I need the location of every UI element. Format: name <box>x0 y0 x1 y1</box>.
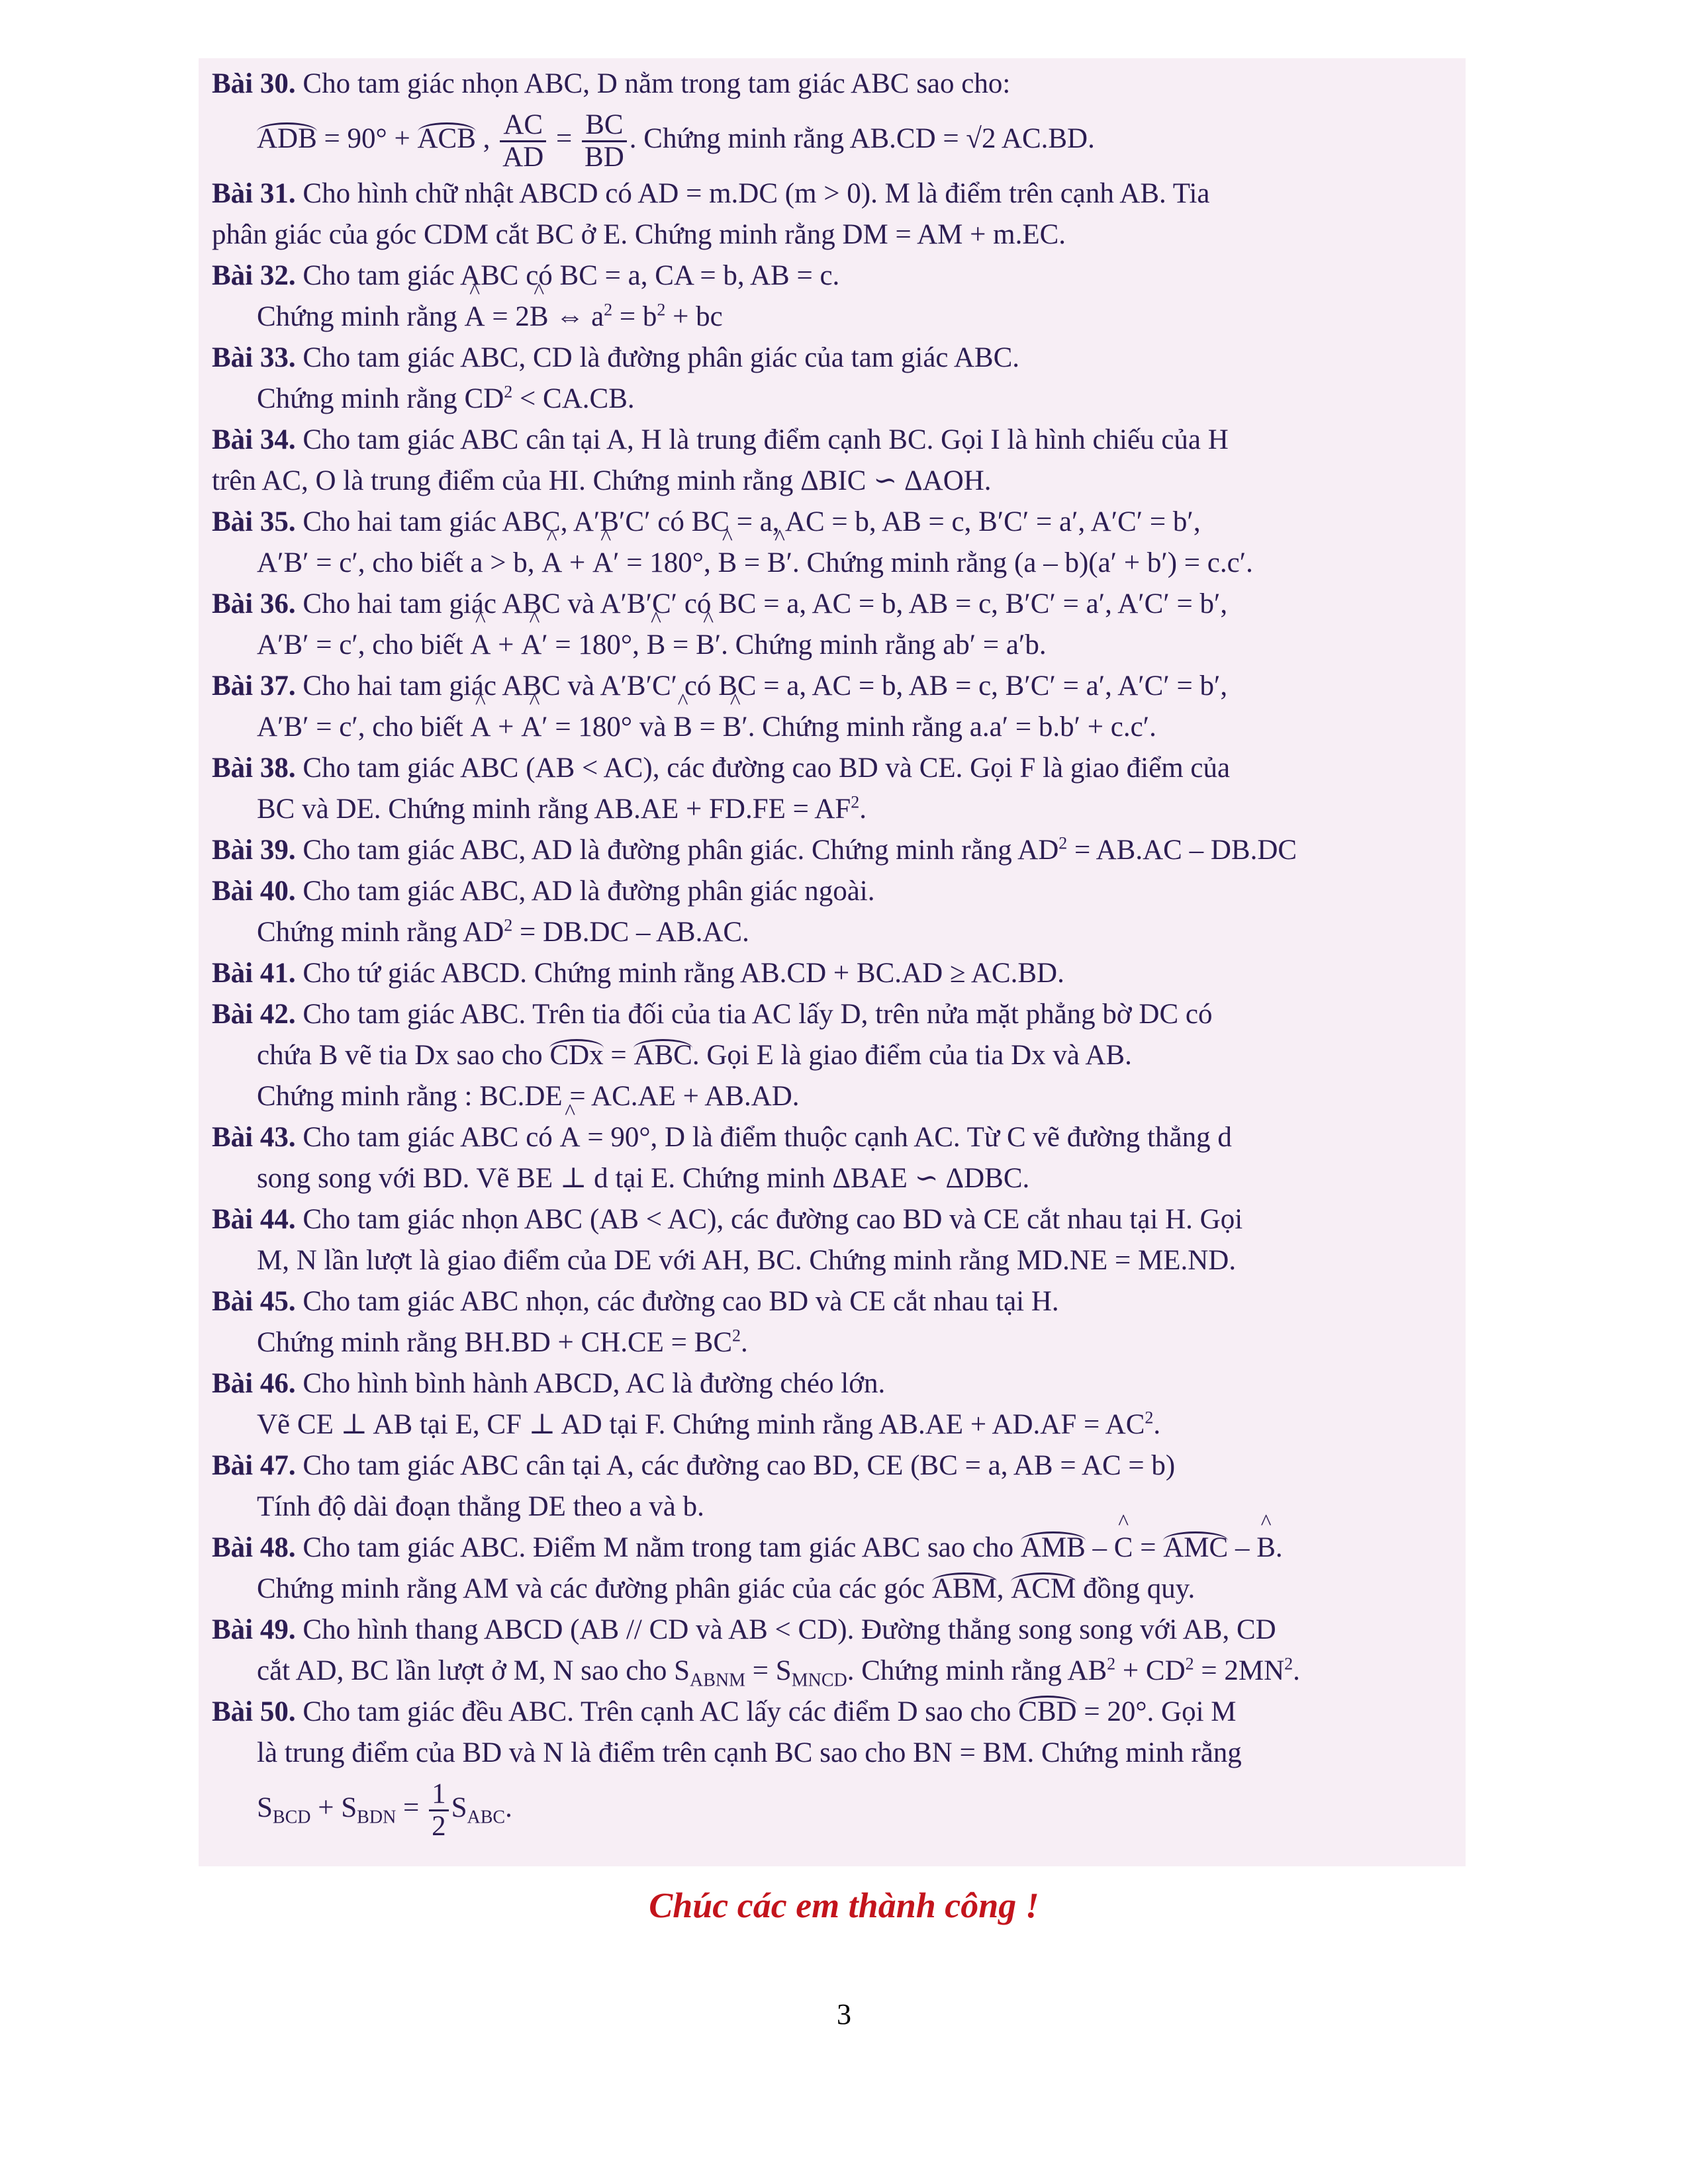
problem-formula: cắt AD, BC lần lượt ở M, N sao cho $S_{ABNM} = S_{MNCD}$. Chứng minh rằng $AB^2 + CD^2 = 2MN^2$. <box>257 1654 1300 1691</box>
problem-label: Bài 44. <box>212 1204 296 1235</box>
problem-text: Cho tam giác ABC, AD là đường phân giác ngoài. <box>303 876 875 907</box>
problem-label: Bài 41. <box>212 958 296 989</box>
problem-formula: ADB = 90° + ACB , $\frac{AC}{AD}$ = $\frac{BC}{BD}$ . Chứng minh rằng AB.CD = √2 AC.BD. <box>257 109 1095 173</box>
problem-label: Bài 34. <box>212 424 296 455</box>
problem-38 <box>212 748 1470 830</box>
problem-44 <box>212 1199 1470 1281</box>
problem-label: Bài 36. <box>212 588 296 619</box>
problem-formula: BC và DE. Chứng minh rằng $AB.AE + FD.FE = AF^2$. <box>257 792 867 825</box>
problem-text: Cho hình chữ nhật ABCD có AD = m.DC (m > 0). M là điểm trên cạnh AB. Tia <box>303 178 1210 209</box>
problem-text: Cho tam giác ABC cân tại A, H là trung điểm cạnh BC. Gọi I là hình chiếu của H <box>303 424 1229 455</box>
problem-48 <box>212 1527 1470 1610</box>
problem-40 <box>212 871 1470 953</box>
problem-label: Bài 30. <box>212 68 296 99</box>
problem-text: Cho tam giác nhọn ABC, D nằm trong tam giác ABC sao cho: <box>303 68 1011 99</box>
problem-text: Cho tam giác ABC nhọn, các đường cao BD và CE cắt nhau tại H. <box>303 1286 1059 1317</box>
problem-34 <box>212 420 1470 502</box>
problem-text: Cho tam giác nhọn ABC (AB < AC), các đường cao BD và CE cắt nhau tại H. Gọi <box>303 1204 1243 1235</box>
problem-formula: Cho tam giác ABC. Điểm M nằm trong tam giác ABC sao cho AMB – ^ C = AMC – ^ B. <box>303 1532 1282 1563</box>
problem-37 <box>212 666 1470 748</box>
problem-text: Cho tam giác ABC cân tại A, các đường cao BD, CE (BC = a, AB = AC = b) <box>303 1450 1176 1481</box>
problem-label: Bài 45. <box>212 1286 296 1317</box>
problem-50 <box>212 1692 1470 1843</box>
problem-45 <box>212 1281 1470 1363</box>
problem-text: Cho hình thang ABCD (AB // CD và AB < CD). Đường thẳng song song với AB, CD <box>303 1614 1276 1645</box>
problem-43 <box>212 1117 1470 1199</box>
problem-text: phân giác của góc CDM cắt BC ở E. Chứng minh rằng DM = AM + m.EC. <box>212 219 1066 250</box>
problem-label: Bài 33. <box>212 342 296 373</box>
problem-text: Chứng minh rằng : BC.DE = AC.AE + AB.AD. <box>257 1081 800 1112</box>
problem-formula: A′B′ = c′, cho biết ^ A + ^ A′ = 180° và ^ B = ^ B′. Chứng minh rằng a.a′ = b.b′ + c.c′. <box>212 707 1470 748</box>
problem-label: Bài 37. <box>212 670 296 702</box>
problem-formula: A′B′ = c′, cho biết ^ A + ^ A′ = 180°, ^ B = ^ B′. Chứng minh rằng ab′ = a′b. <box>212 625 1470 666</box>
problem-label: Bài 38. <box>212 752 296 784</box>
problem-formula: Cho tam giác ABC có ^ A = 90°, D là điểm thuộc cạnh AC. Từ C vẽ đường thẳng d <box>303 1122 1231 1153</box>
problem-label: Bài 40. <box>212 876 296 907</box>
problem-formula: Chứng minh rằng AM và các đường phân giác của các góc ABM, ACM đồng quy. <box>257 1573 1196 1604</box>
problem-label: Bài 32. <box>212 260 296 291</box>
problem-formula: $S_{BCD} + S_{BDN}$ = $\frac{1}{2}$ $S_{ABC}$. <box>257 1778 512 1842</box>
problem-formula: A′B′ = c′, cho biết a > b, ^ A + ^ A′ = 180°, ^ B = ^ B′. Chứng minh rằng (a – b)(a′ + b′) = c.c′. <box>212 543 1470 584</box>
problem-text: Cho tam giác ABC (AB < AC), các đường cao BD và CE. Gọi F là giao điểm của <box>303 752 1231 784</box>
problem-text: Cho tam giác ABC, CD là đường phân giác của tam giác ABC. <box>303 342 1020 373</box>
page-number: 3 <box>837 1998 851 2030</box>
problem-list <box>212 64 1470 1843</box>
problem-30 <box>212 64 1470 173</box>
problem-33 <box>212 338 1470 420</box>
problem-text: Cho hình bình hành ABCD, AC là đường chéo lớn. <box>303 1368 886 1399</box>
problem-label: Bài 43. <box>212 1122 296 1153</box>
problem-41 <box>212 953 1470 994</box>
problem-46 <box>212 1363 1470 1445</box>
problem-36 <box>212 584 1470 666</box>
problem-text: trên AC, O là trung điểm của HI. Chứng minh rằng ΔBIC ∽ ΔAOH. <box>212 465 992 496</box>
problem-text: Cho tam giác ABC có BC = a, CA = b, AB = c. <box>303 260 840 291</box>
problem-formula: Chứng minh rằng $CD^2 < CA.CB$. <box>257 382 635 414</box>
problem-label: Bài 50. <box>212 1696 296 1727</box>
problem-label: Bài 46. <box>212 1368 296 1399</box>
problem-text: song song với BD. Vẽ BE ⊥ d tại E. Chứng minh ΔBAE ∽ ΔDBC. <box>257 1163 1030 1194</box>
problem-text: Cho hai tam giác ABC và A′B′C′ có BC = a, AC = b, AB = c, B′C′ = a′, A′C′ = b′, <box>303 588 1228 619</box>
problem-text: Cho hai tam giác ABC và A′B′C′ có BC = a, AC = b, AB = c, B′C′ = a′, A′C′ = b′, <box>303 670 1228 702</box>
problem-39 <box>212 830 1470 871</box>
problem-42 <box>212 994 1470 1117</box>
problem-label: Bài 42. <box>212 999 296 1030</box>
problem-31 <box>212 173 1470 255</box>
problem-formula: Chứng minh rằng ^ A = 2^ B ⇔ $a^2 = b^2$ + bc <box>212 296 1470 338</box>
problem-formula: Cho tam giác ABC, AD là đường phân giác. Chứng minh rằng $AD^2 = AB.AC - DB.DC$ <box>303 833 1297 866</box>
problem-text: M, N lần lượt là giao điểm của DE với AH, BC. Chứng minh rằng MD.NE = ME.ND. <box>257 1245 1237 1276</box>
problem-text: Cho tứ giác ABCD. Chứng minh rằng AB.CD + BC.AD ≥ AC.BD. <box>303 958 1064 989</box>
problem-formula: Chứng minh rằng $BH.BD + CH.CE = BC^2$. <box>257 1326 748 1358</box>
problem-formula: chứa B vẽ tia Dx sao cho CDx = ABC. Gọi E là giao điểm của tia Dx và AB. <box>257 1040 1132 1071</box>
closing-message: Chúc các em thành công ! <box>649 1886 1039 1925</box>
problem-label: Bài 47. <box>212 1450 296 1481</box>
problem-text: Cho hai tam giác ABC, A′B′C′ có BC = a, AC = b, AB = c, B′C′ = a′, A′C′ = b′, <box>303 506 1201 537</box>
problem-label: Bài 31. <box>212 178 296 209</box>
problem-formula: Cho tam giác đều ABC. Trên cạnh AC lấy các điểm D sao cho CBD = 20°. Gọi M <box>303 1696 1237 1727</box>
problem-label: Bài 35. <box>212 506 296 537</box>
problem-label: Bài 39. <box>212 835 296 866</box>
problem-text: Tính độ dài đoạn thẳng DE theo a và b. <box>257 1491 704 1522</box>
problem-49 <box>212 1610 1470 1692</box>
problem-32 <box>212 255 1470 338</box>
problem-47 <box>212 1445 1470 1527</box>
problem-text: Cho tam giác ABC. Trên tia đối của tia AC lấy D, trên nửa mặt phẳng bờ DC có <box>303 999 1213 1030</box>
problem-35 <box>212 502 1470 584</box>
problem-label: Bài 48. <box>212 1532 296 1563</box>
problem-text: là trung điểm của BD và N là điểm trên cạnh BC sao cho BN = BM. Chứng minh rằng <box>257 1737 1242 1768</box>
problem-formula: Vẽ CE ⊥ AB tại E, CF ⊥ AD tại F. Chứng minh rằng $AB.AE + AD.AF = AC^2$. <box>257 1408 1161 1440</box>
problem-label: Bài 49. <box>212 1614 296 1645</box>
problem-formula: Chứng minh rằng $AD^2 = DB.DC - AB.AC$. <box>257 915 749 948</box>
